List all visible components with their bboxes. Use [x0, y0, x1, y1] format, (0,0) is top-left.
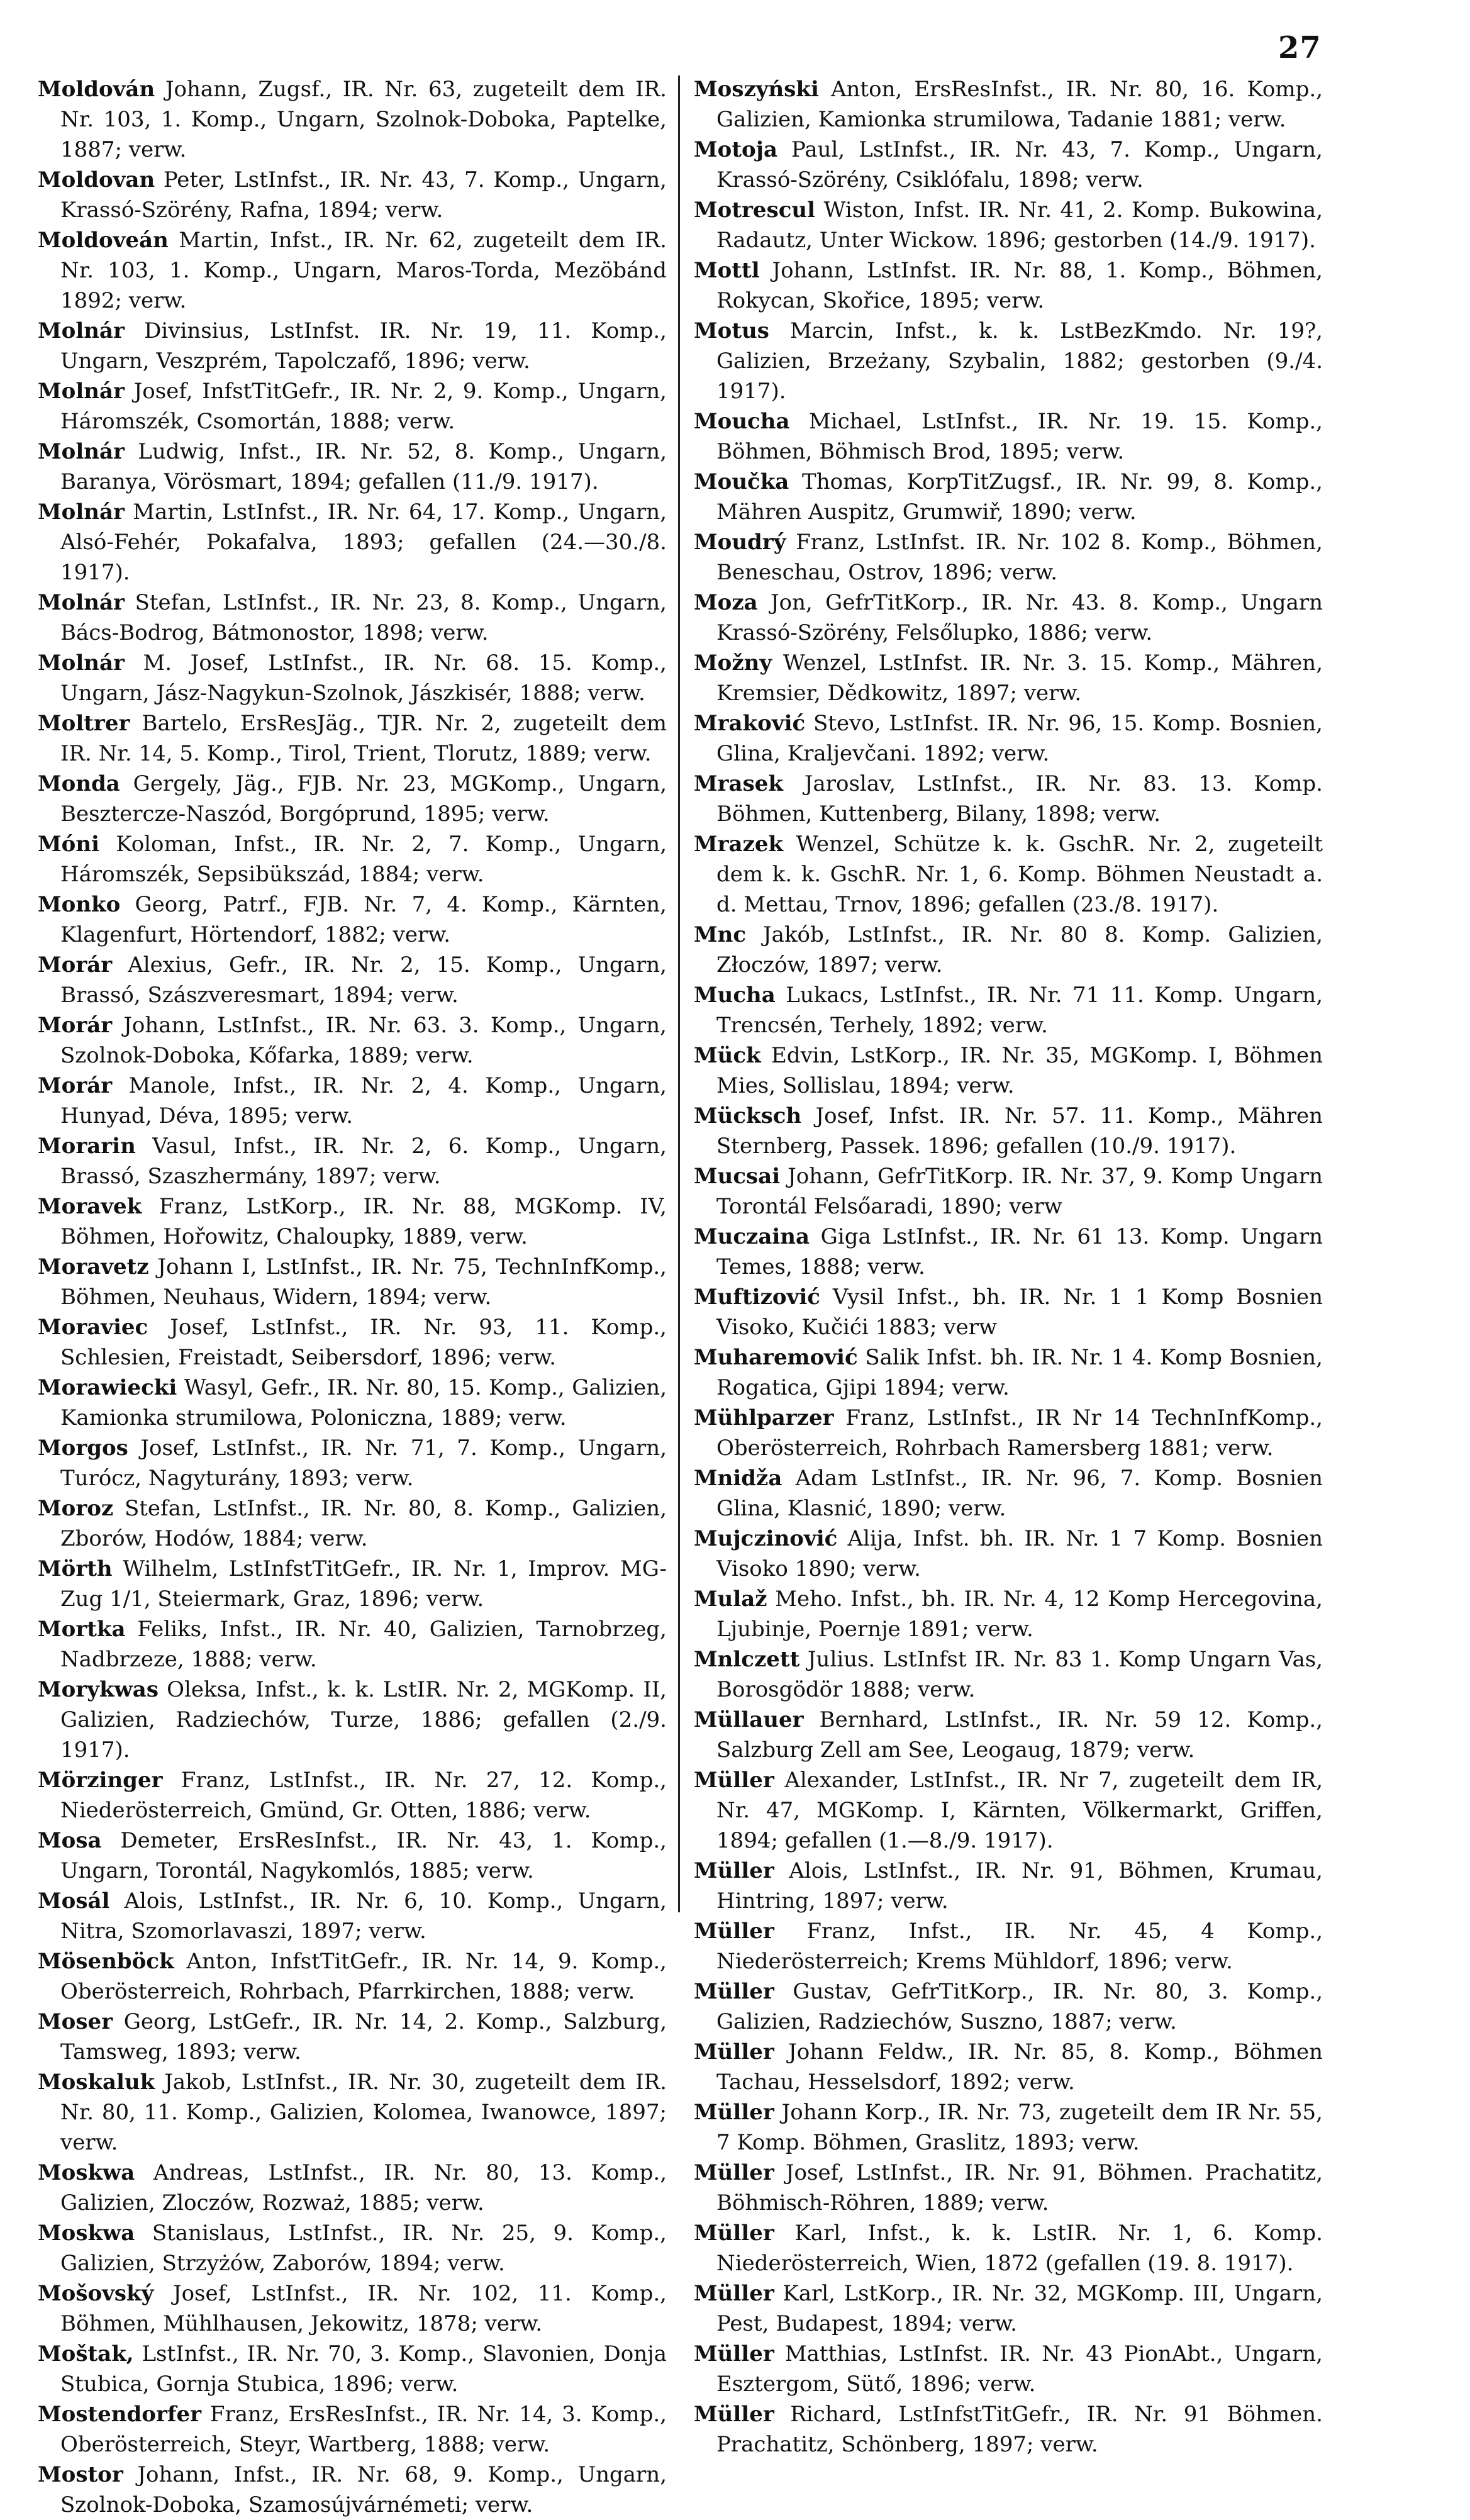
entry-details: Oleksa, Infst., k. k. LstIR. Nr. 2, MGKomp. II, Galizien, Radziechów, Turze, 1886; gefallen (2./9. 1917).	[60, 1677, 667, 1763]
entry-surname: Morykwas	[38, 1677, 159, 1702]
register-entry	[38, 225, 667, 316]
register-entry	[694, 1644, 1323, 1705]
register-entry	[38, 1946, 667, 2007]
register-entry	[38, 1493, 667, 1554]
register-entry	[38, 1312, 667, 1373]
entry-details: Alois, LstInfst., IR. Nr. 6, 10. Komp., Ungarn, Nitra, Szomorlavaszi, 1897; verw.	[60, 1888, 667, 1944]
register-entry	[694, 2037, 1323, 2097]
register-entry	[694, 1584, 1323, 1644]
register-entry	[38, 2460, 667, 2520]
entry-surname: Móni	[38, 832, 99, 857]
entry-surname: Muftizović	[694, 1285, 820, 1310]
entry-surname: Monda	[38, 771, 120, 796]
entry-details: Marcin, Infst., k. k. LstBezKmdo. Nr. 19?, Galizien, Brzeżany, Szybalin, 1882; gestorben (9./4. 1917).	[716, 318, 1323, 404]
entry-details: Franz, Infst., IR. Nr. 45, 4 Komp., Niederösterreich; Krems Mühldorf, 1896; verw.	[716, 1919, 1323, 1974]
register-entry	[38, 2339, 667, 2399]
register-entry	[694, 1524, 1323, 1584]
entry-details: Stanislaus, LstInfst., IR. Nr. 25, 9. Komp., Galizien, Strzyżów, Zaborów, 1894; verw.	[60, 2221, 667, 2276]
register-entry	[694, 135, 1323, 195]
register-entry	[694, 467, 1323, 527]
entry-details: Jakób, LstInfst., IR. Nr. 80 8. Komp. Galizien, Złoczów, 1897; verw.	[716, 922, 1323, 978]
register-entry	[694, 1705, 1323, 1765]
entry-surname: Moučka	[694, 469, 789, 494]
entry-details: Salik Infst. bh. IR. Nr. 1 4. Komp Bosnien, Rogatica, Gjipi 1894; verw.	[716, 1345, 1323, 1400]
entry-surname: Mostendorfer	[38, 2402, 202, 2427]
entry-details: Jaroslav, LstInfst., IR. Nr. 83. 13. Komp. Böhmen, Kuttenberg, Bilany, 1898; verw.	[716, 771, 1323, 827]
register-entry	[38, 1826, 667, 1886]
entry-surname: Mujczinović	[694, 1526, 838, 1551]
entry-surname: Müller	[694, 2281, 774, 2306]
entry-details: Peter, LstInfst., IR. Nr. 43, 7. Komp., Ungarn, Krassó-Szörény, Rafna, 1894; verw.	[60, 167, 667, 223]
register-entry	[38, 769, 667, 829]
register-entry	[694, 1976, 1323, 2037]
entry-details: Divinsius, LstInfst. IR. Nr. 19, 11. Komp., Ungarn, Veszprém, Tapolczafő, 1896; verw.	[60, 318, 667, 374]
entry-details: Johann, Zugsf., IR. Nr. 63, zugeteilt dem IR. Nr. 103, 1. Komp., Ungarn, Szolnok-Doboka, Paptelke, 1887; verw.	[60, 77, 667, 162]
register-entry	[38, 1433, 667, 1493]
right-column	[694, 74, 1323, 2457]
entry-surname: Müllauer	[694, 1707, 804, 1732]
entry-surname: Mostor	[38, 2462, 123, 2487]
entry-details: Josef, Infst. IR. Nr. 57. 11. Komp., Mähren Sternberg, Passek. 1896; gefallen (10./9. 1917).	[716, 1103, 1323, 1159]
register-entry	[38, 1554, 667, 1614]
entry-details: Wilhelm, LstInfstTitGefr., IR. Nr. 1, Improv. MG-Zug 1/1, Steiermark, Graz, 1896; verw.	[60, 1556, 667, 1612]
register-entry	[38, 497, 667, 588]
register-entry	[38, 1373, 667, 1433]
register-entry	[38, 165, 667, 225]
entry-details: Georg, Patrf., FJB. Nr. 7, 4. Komp., Kärnten, Klagenfurt, Hörtendorf, 1882; verw.	[60, 892, 667, 947]
entry-details: Lukacs, LstInfst., IR. Nr. 71 11. Komp. Ungarn, Trencsén, Terhely, 1892; verw.	[716, 983, 1323, 1038]
register-entry	[694, 527, 1323, 588]
entry-details: Josef, LstInfst., IR. Nr. 71, 7. Komp., Ungarn, Turócz, Nagyturány, 1893; verw.	[60, 1436, 667, 1491]
entry-surname: Mühlparzer	[694, 1405, 834, 1430]
entry-details: Thomas, KorpTitZugsf., IR. Nr. 99, 8. Komp., Mähren Auspitz, Grumwiř, 1890; verw.	[716, 469, 1323, 525]
entry-details: Ludwig, Infst., IR. Nr. 52, 8. Komp., Ungarn, Baranya, Vörösmart, 1894; gefallen (11./9. 1917).	[60, 439, 667, 494]
entry-surname: Moszyński	[694, 77, 819, 102]
entry-surname: Mnlczett	[694, 1647, 800, 1672]
entry-surname: Mörzinger	[38, 1768, 163, 1793]
page-number: 27	[1278, 30, 1322, 65]
entry-surname: Mnidža	[694, 1466, 782, 1491]
register-entry	[694, 2399, 1323, 2460]
register-entry	[38, 2067, 667, 2158]
entry-details: Josef, LstInfst., IR. Nr. 102, 11. Komp., Böhmen, Mühlhausen, Jekowitz, 1878; verw.	[60, 2281, 667, 2336]
entry-details: Richard, LstInfstTitGefr., IR. Nr. 91 Böhmen. Prachatitz, Schönberg, 1897; verw.	[716, 2402, 1323, 2457]
entry-surname: Moskaluk	[38, 2070, 155, 2095]
entry-surname: Moldovan	[38, 167, 155, 192]
entry-details: Manole, Infst., IR. Nr. 2, 4. Komp., Ungarn, Hunyad, Déva, 1895; verw.	[60, 1073, 667, 1129]
entry-details: Jakob, LstInfst., IR. Nr. 30, zugeteilt dem IR. Nr. 80, 11. Komp., Galizien, Kolomea, Iwanowce, 1897; verw.	[60, 2070, 667, 2155]
entry-details: Gergely, Jäg., FJB. Nr. 23, MGKomp., Ungarn, Besztercze-Naszód, Borgóprund, 1895; verw.	[60, 771, 667, 827]
entry-details: Meho. Infst., bh. IR. Nr. 4, 12 Komp Hercegovina, Ljubinje, Poernje 1891; verw.	[716, 1586, 1323, 1642]
entry-surname: Moravek	[38, 1194, 142, 1219]
entry-surname: Moldován	[38, 77, 155, 102]
entry-details: Franz, ErsResInfst., IR. Nr. 14, 3. Komp., Oberösterreich, Steyr, Wartberg, 1888; verw.	[60, 2402, 667, 2457]
entry-surname: Moraviec	[38, 1315, 148, 1340]
register-entry	[38, 1886, 667, 1946]
register-entry	[694, 316, 1323, 406]
register-entry	[694, 2278, 1323, 2339]
entry-surname: Müller	[694, 2160, 774, 2185]
entry-surname: Muharemović	[694, 1345, 858, 1370]
register-entry	[38, 376, 667, 437]
entry-surname: Morár	[38, 1013, 113, 1038]
register-entry	[694, 980, 1323, 1040]
entry-surname: Muczaina	[694, 1224, 810, 1249]
entry-details: Feliks, Infst., IR. Nr. 40, Galizien, Tarnobrzeg, Nadbrzeze, 1888; verw.	[60, 1617, 667, 1672]
register-entry	[694, 2339, 1323, 2399]
register-entry	[38, 2158, 667, 2218]
entry-surname: Müller	[694, 1919, 774, 1944]
entry-details: Matthias, LstInfst. IR. Nr. 43 PionAbt., Ungarn, Esztergom, Sütő, 1896; verw.	[716, 2341, 1323, 2397]
entry-surname: Morarin	[38, 1134, 136, 1159]
entry-surname: Mösenböck	[38, 1949, 174, 1974]
entry-surname: Müller	[694, 2402, 774, 2427]
entry-details: Vasul, Infst., IR. Nr. 2, 6. Komp., Ungarn, Brassó, Szaszhermány, 1897; verw.	[60, 1134, 667, 1189]
entry-details: Johann I, LstInfst., IR. Nr. 75, TechnInfKomp., Böhmen, Neuhaus, Widern, 1894; verw.	[60, 1254, 667, 1310]
entry-details: Karl, Infst., k. k. LstIR. Nr. 1, 6. Komp. Niederösterreich, Wien, 1872 (gefallen (19. 8. 1917).	[716, 2221, 1323, 2276]
register-entry	[694, 1101, 1323, 1161]
register-entry	[694, 648, 1323, 708]
entry-details: Karl, LstKorp., IR. Nr. 32, MGKomp. III, Ungarn, Pest, Budapest, 1894; verw.	[716, 2281, 1323, 2336]
register-entry	[694, 829, 1323, 920]
register-entry	[694, 2218, 1323, 2278]
register-entry	[38, 316, 667, 376]
entry-details: Johann, GefrTitKorp. IR. Nr. 37, 9. Komp Ungarn Torontál Felsőaradi, 1890; verw	[716, 1164, 1323, 1219]
entry-surname: Moser	[38, 2009, 113, 2034]
entry-details: Michael, LstInfst., IR. Nr. 19. 15. Komp., Böhmen, Böhmisch Brod, 1895; verw.	[716, 409, 1323, 464]
entry-details: Johann Korp., IR. Nr. 73, zugeteilt dem IR Nr. 55, 7 Komp. Böhmen, Graslitz, 1893; verw.	[716, 2100, 1323, 2155]
entry-details: Wasyl, Gefr., IR. Nr. 80, 15. Komp., Galizien, Kamionka strumilowa, Poloniczna, 1889; verw.	[60, 1375, 667, 1430]
entry-surname: Müller	[694, 1979, 774, 2004]
register-entry	[694, 1403, 1323, 1463]
entry-surname: Mnc	[694, 922, 747, 947]
entry-details: Wenzel, Schütze k. k. GschR. Nr. 2, zugeteilt dem k. k. GschR. Nr. 1, 6. Komp. Böhmen Neustadt a. d. Mettau, Trnov, 1896; gefallen (23./8. 1917).	[716, 832, 1323, 917]
entry-details: Franz, LstInfst. IR. Nr. 102 8. Komp., Böhmen, Beneschau, Ostrov, 1896; verw.	[716, 530, 1323, 585]
register-entry	[38, 2399, 667, 2460]
register-entry	[38, 74, 667, 165]
entry-surname: Moudrý	[694, 530, 786, 555]
register-entry	[694, 708, 1323, 769]
register-entry	[694, 1161, 1323, 1222]
entry-surname: Müller	[694, 1858, 774, 1883]
register-entry	[38, 950, 667, 1010]
column-divider	[678, 75, 680, 1912]
entry-surname: Moldoveán	[38, 228, 169, 253]
entry-surname: Müller	[694, 2039, 774, 2065]
entry-surname: Müller	[694, 1768, 774, 1793]
entry-surname: Mück	[694, 1043, 761, 1068]
register-entry	[694, 195, 1323, 255]
entry-details: Josef, LstInfst., IR. Nr. 93, 11. Komp., Schlesien, Freistadt, Seibersdorf, 1896; verw.	[60, 1315, 667, 1370]
register-entry	[694, 1040, 1323, 1101]
entry-surname: Moroz	[38, 1496, 114, 1521]
entry-details: M. Josef, LstInfst., IR. Nr. 68. 15. Komp., Ungarn, Jász-Nagykun-Szolnok, Jászkisér, 1888; verw.	[60, 650, 667, 706]
entry-surname: Motus	[694, 318, 769, 343]
entry-surname: Motrescul	[694, 198, 816, 223]
entry-surname: Mraković	[694, 711, 806, 736]
entry-details: Franz, LstInfst., IR Nr 14 TechnInfKomp., Oberösterreich, Rohrbach Ramersberg 1881; verw.	[716, 1405, 1323, 1461]
register-entry	[38, 2007, 667, 2067]
entry-surname: Molnár	[38, 499, 125, 525]
entry-details: Stefan, LstInfst., IR. Nr. 23, 8. Komp., Ungarn, Bács-Bodrog, Bátmonostor, 1898; verw.	[60, 590, 667, 645]
entry-details: Josef, LstInfst., IR. Nr. 91, Böhmen. Prachatitz, Böhmisch-Röhren, 1889; verw.	[716, 2160, 1323, 2216]
entry-surname: Mücksch	[694, 1103, 802, 1129]
entry-details: Johann, LstInfst., IR. Nr. 63. 3. Komp., Ungarn, Szolnok-Doboka, Kőfarka, 1889; verw.	[60, 1013, 667, 1068]
entry-details: Paul, LstInfst., IR. Nr. 43, 7. Komp., Ungarn, Krassó-Szörény, Csiklófalu, 1898; verw.	[716, 137, 1323, 192]
register-entry	[38, 1765, 667, 1826]
register-entry	[694, 74, 1323, 135]
entry-surname: Moskwa	[38, 2160, 135, 2185]
entry-details: Adam LstInfst., IR. Nr. 96, 7. Komp. Bosnien Glina, Klasnić, 1890; verw.	[716, 1466, 1323, 1521]
entry-details: Anton, InfstTitGefr., IR. Nr. 14, 9. Komp., Oberösterreich, Rohrbach, Pfarrkirchen, 1888; verw.	[60, 1949, 667, 2004]
register-entry	[38, 889, 667, 950]
entry-details: Demeter, ErsResInfst., IR. Nr. 43, 1. Komp., Ungarn, Torontál, Nagykomlós, 1885; verw.	[60, 1828, 667, 1883]
register-entry	[694, 1856, 1323, 1916]
register-entry	[694, 2097, 1323, 2158]
entry-surname: Moucha	[694, 409, 790, 434]
register-entry	[694, 255, 1323, 316]
entry-surname: Moskwa	[38, 2221, 135, 2246]
register-entry	[694, 920, 1323, 980]
entry-details: Martin, Infst., IR. Nr. 62, zugeteilt dem IR. Nr. 103, 1. Komp., Ungarn, Maros-Torda, Mezöbánd 1892; verw.	[60, 228, 667, 313]
entry-details: Giga LstInfst., IR. Nr. 61 13. Komp. Ungarn Temes, 1888; verw.	[716, 1224, 1323, 1280]
entry-surname: Müller	[694, 2100, 774, 2125]
register-entry	[38, 2218, 667, 2278]
entry-details: Wiston, Infst. IR. Nr. 41, 2. Komp. Bukowina, Radautz, Unter Wickow. 1896; gestorben (14./9. 1917).	[716, 198, 1323, 253]
entry-surname: Moravetz	[38, 1254, 149, 1280]
entry-surname: Mottl	[694, 258, 760, 283]
register-entry	[38, 829, 667, 889]
entry-details: Anton, ErsResInfst., IR. Nr. 80, 16. Komp., Galizien, Kamionka strumilowa, Tadanie 1881; verw.	[716, 77, 1323, 132]
entry-details: Bernhard, LstInfst., IR. Nr. 59 12. Komp., Salzburg Zell am See, Leogaug, 1879; verw.	[716, 1707, 1323, 1763]
entry-surname: Molnár	[38, 650, 125, 676]
register-entry	[38, 437, 667, 497]
entry-surname: Mosál	[38, 1888, 110, 1914]
register-entry	[694, 1916, 1323, 1976]
register-entry	[694, 769, 1323, 829]
entry-surname: Mucsai	[694, 1164, 781, 1189]
entry-details: Georg, LstGefr., IR. Nr. 14, 2. Komp., Salzburg, Tamsweg, 1893; verw.	[60, 2009, 667, 2065]
entry-details: Wenzel, LstInfst. IR. Nr. 3. 15. Komp., Mähren, Kremsier, Dědkowitz, 1897; verw.	[716, 650, 1323, 706]
entry-details: Stevo, LstInfst. IR. Nr. 96, 15. Komp. Bosnien, Glina, Kraljevčani. 1892; verw.	[716, 711, 1323, 766]
register-entry	[38, 708, 667, 769]
entry-details: Koloman, Infst., IR. Nr. 2, 7. Komp., Ungarn, Háromszék, Sepsibükszád, 1884; verw.	[60, 832, 667, 887]
register-entry	[38, 1191, 667, 1252]
entry-details: Franz, LstKorp., IR. Nr. 88, MGKomp. IV, Böhmen, Hořowitz, Chaloupky, 1889, verw.	[60, 1194, 667, 1249]
register-entry	[38, 1131, 667, 1191]
register-entry	[38, 648, 667, 708]
entry-surname: Moltrer	[38, 711, 130, 736]
register-entry	[694, 406, 1323, 467]
register-entry	[694, 1282, 1323, 1342]
entry-details: Edvin, LstKorp., IR. Nr. 35, MGKomp. I, Böhmen Mies, Sollislau, 1894; verw.	[716, 1043, 1323, 1098]
register-entry	[38, 1675, 667, 1765]
entry-details: Gustav, GefrTitKorp., IR. Nr. 80, 3. Komp., Galizien, Radziechów, Suszno, 1887; verw.	[716, 1979, 1323, 2034]
register-entry	[38, 1071, 667, 1131]
left-column	[38, 74, 667, 2517]
entry-surname: Müller	[694, 2221, 774, 2246]
register-entry	[38, 588, 667, 648]
entry-surname: Morgos	[38, 1436, 128, 1461]
entry-surname: Mortka	[38, 1617, 126, 1642]
entry-details: LstInfst., IR. Nr. 70, 3. Komp., Slavonien, Donja Stubica, Gornja Stubica, 1896; verw.	[60, 2341, 667, 2397]
entry-surname: Mosa	[38, 1828, 102, 1853]
register-entry	[694, 588, 1323, 648]
register-entry	[38, 2278, 667, 2339]
entry-surname: Mošovský	[38, 2281, 154, 2306]
entry-details: Johann Feldw., IR. Nr. 85, 8. Komp., Böhmen Tachau, Hesselsdorf, 1892; verw.	[716, 2039, 1323, 2095]
entry-surname: Moštak,	[38, 2341, 134, 2367]
entry-details: Jon, GefrTitKorp., IR. Nr. 43. 8. Komp., Ungarn Krassó-Szörény, Felsőlupko, 1886; verw.	[716, 590, 1323, 645]
register-entry	[694, 1463, 1323, 1524]
entry-details: Bartelo, ErsResJäg., TJR. Nr. 2, zugeteilt dem IR. Nr. 14, 5. Komp., Tirol, Trient, Tlorutz, 1889; verw.	[60, 711, 667, 766]
entry-details: Franz, LstInfst., IR. Nr. 27, 12. Komp., Niederösterreich, Gmünd, Gr. Otten, 1886; verw.	[60, 1768, 667, 1823]
entry-details: Andreas, LstInfst., IR. Nr. 80, 13. Komp., Galizien, Zloczów, Rozważ, 1885; verw.	[60, 2160, 667, 2216]
entry-details: Martin, LstInfst., IR. Nr. 64, 17. Komp., Ungarn, Alsó-Fehér, Pokafalva, 1893; gefallen (24.—30./8. 1917).	[60, 499, 667, 585]
entry-surname: Mrasek	[694, 771, 783, 796]
entry-surname: Mulaž	[694, 1586, 767, 1612]
entry-surname: Mucha	[694, 983, 776, 1008]
entry-surname: Morawiecki	[38, 1375, 177, 1400]
entry-surname: Motoja	[694, 137, 778, 162]
entry-details: Johann, Infst., IR. Nr. 68, 9. Komp., Ungarn, Szolnok-Doboka, Szamosújvárnémeti; verw.	[60, 2462, 667, 2517]
entry-surname: Molnár	[38, 439, 125, 464]
entry-surname: Molnár	[38, 379, 125, 404]
register-entry	[38, 1252, 667, 1312]
entry-surname: Morár	[38, 1073, 113, 1098]
entry-details: Johann, LstInfst. IR. Nr. 88, 1. Komp., Böhmen, Rokycan, Skořice, 1895; verw.	[716, 258, 1323, 313]
entry-details: Josef, InfstTitGefr., IR. Nr. 2, 9. Komp., Ungarn, Háromszék, Csomortán, 1888; verw.	[60, 379, 667, 434]
entry-surname: Moza	[694, 590, 758, 615]
entry-surname: Možny	[694, 650, 772, 676]
entry-details: Alexander, LstInfst., IR. Nr 7, zugeteilt dem IR, Nr. 47, MGKomp. I, Kärnten, Völkermarkt, Griffen, 1894; gefallen (1.—8./9. 1917).	[716, 1768, 1323, 1853]
entry-surname: Molnár	[38, 318, 125, 343]
entry-surname: Mörth	[38, 1556, 113, 1581]
register-entry	[694, 1342, 1323, 1403]
entry-details: Vysil Infst., bh. IR. Nr. 1 1 Komp Bosnien Visoko, Kučići 1883; verw	[716, 1285, 1323, 1340]
register-entry	[38, 1010, 667, 1071]
entry-details: Alexius, Gefr., IR. Nr. 2, 15. Komp., Ungarn, Brassó, Szászveresmart, 1894; verw.	[60, 952, 667, 1008]
entry-surname: Morár	[38, 952, 113, 978]
entry-details: Stefan, LstInfst., IR. Nr. 80, 8. Komp., Galizien, Zborów, Hodów, 1884; verw.	[60, 1496, 667, 1551]
entry-details: Alija, Infst. bh. IR. Nr. 1 7 Komp. Bosnien Visoko 1890; verw.	[716, 1526, 1323, 1581]
register-entry	[694, 1222, 1323, 1282]
entry-details: Alois, LstInfst., IR. Nr. 91, Böhmen, Krumau, Hintring, 1897; verw.	[716, 1858, 1323, 1914]
entry-surname: Molnár	[38, 590, 125, 615]
register-entry	[694, 1765, 1323, 1856]
register-entry	[694, 2158, 1323, 2218]
register-entry	[38, 1614, 667, 1675]
entry-surname: Müller	[694, 2341, 774, 2367]
entry-surname: Monko	[38, 892, 121, 917]
entry-surname: Mrazek	[694, 832, 784, 857]
entry-details: Julius. LstInfst IR. Nr. 83 1. Komp Ungarn Vas, Borosgödör 1888; verw.	[716, 1647, 1323, 1702]
